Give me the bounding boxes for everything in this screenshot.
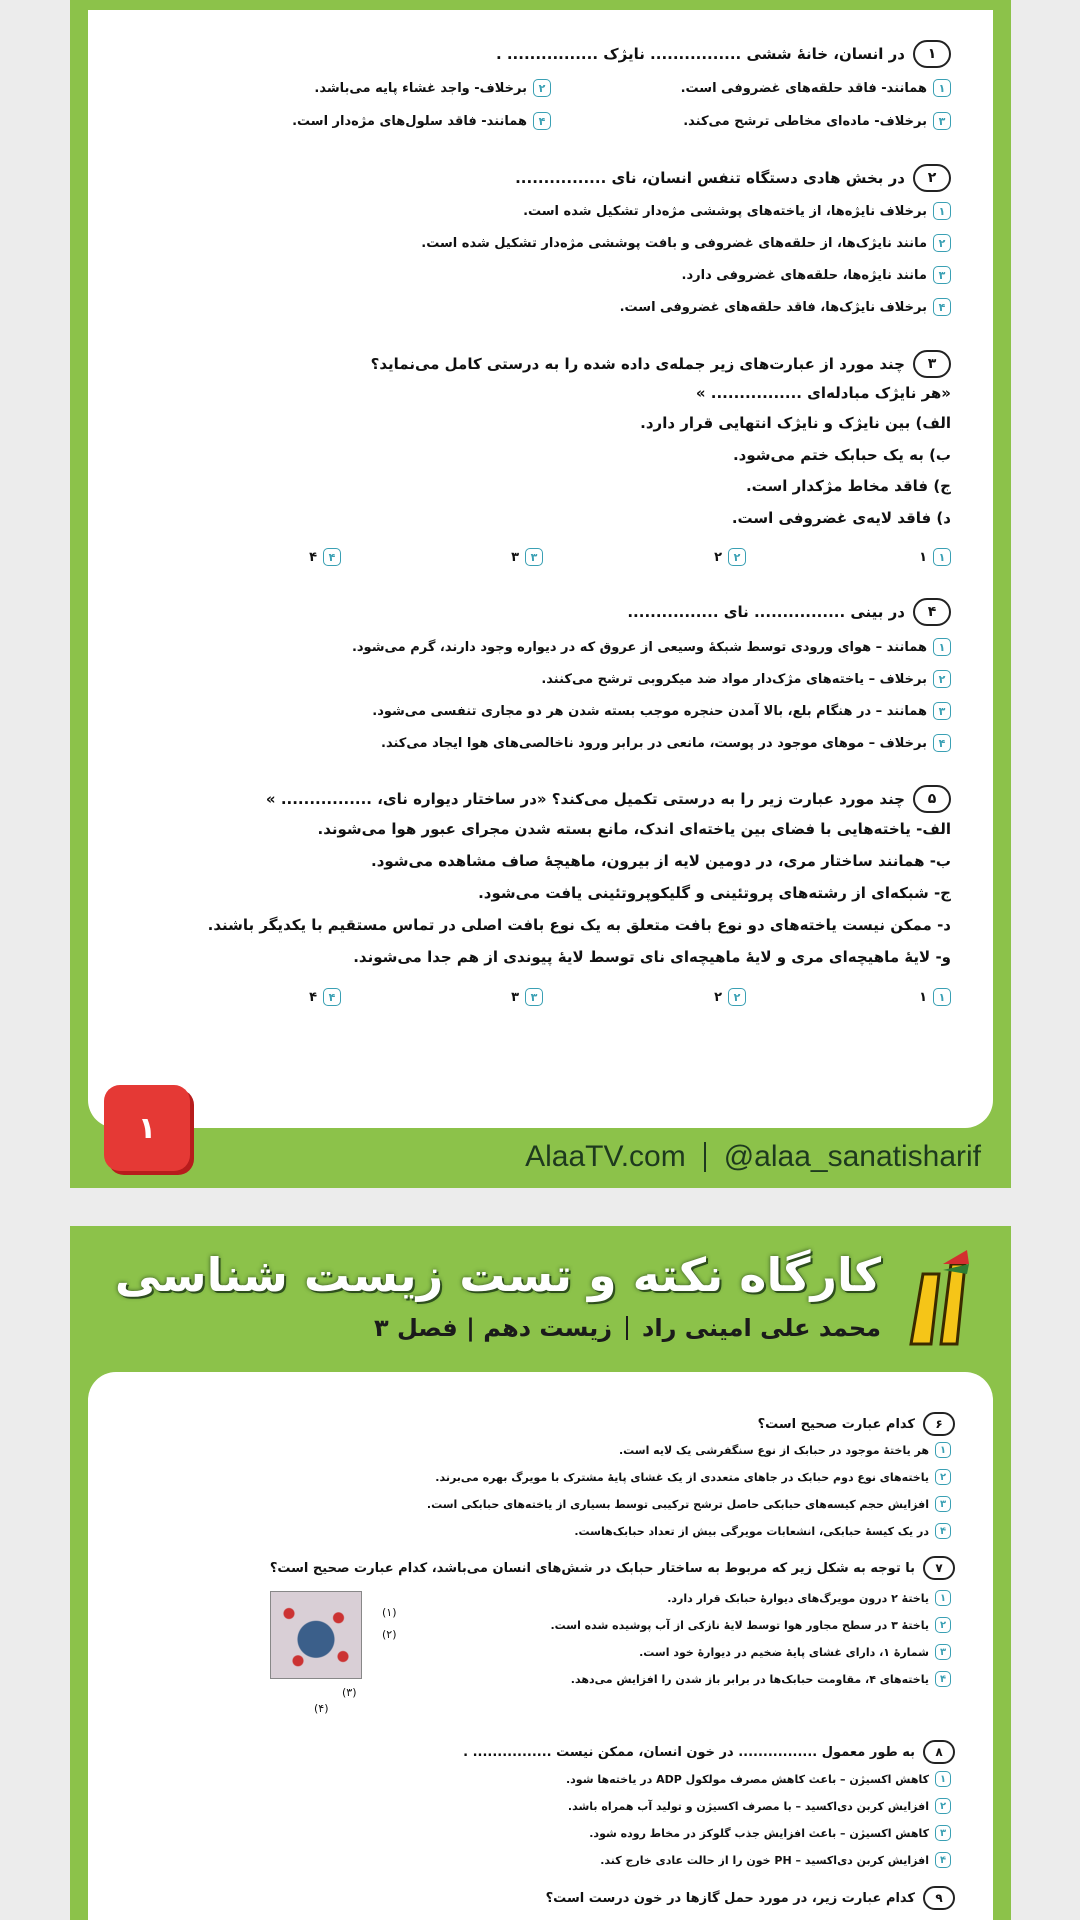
option-text: یاخته‌های نوع دوم حبابک در جاهای متعددی از یک غشای پایۀ مشترک با مویرگ بهره می‌برند. — [435, 1470, 929, 1484]
question-number: ۱ — [913, 40, 951, 68]
statement-item: د- ممکن نیست یاخته‌های دو نوع بافت متعلق به یک نوع بافت اصلی در تماس مستقیم با یکدیگر باشند. — [207, 916, 951, 934]
option-4[interactable] — [292, 112, 551, 130]
option-number: ۱ — [933, 548, 951, 566]
figure-label: (۳) — [342, 1686, 357, 1699]
option-text: برخلاف – موهای موجود در پوست، مانعی در برابر ورود ناخالصی‌های هوا ایجاد می‌کند. — [381, 735, 927, 751]
question-8 — [463, 1740, 955, 1764]
option-number: ۲ — [935, 1469, 951, 1485]
option-number: ۳ — [933, 112, 951, 130]
option-1[interactable] — [919, 548, 951, 566]
statement-item: الف) بین نایژک و نایژک انتهایی قرار دارد. — [640, 414, 951, 432]
question-3 — [371, 350, 951, 378]
option-text: ۳ — [511, 989, 519, 1005]
question-number: ۶ — [923, 1412, 955, 1436]
question-number: ۸ — [923, 1740, 955, 1764]
option-number: ۱ — [933, 638, 951, 656]
option-text: ۲ — [714, 989, 722, 1005]
option-number: ۳ — [935, 1644, 951, 1660]
author-name: محمد علی امینی راد — [642, 1314, 881, 1342]
option-number: ۴ — [935, 1852, 951, 1868]
option-text: همانند – در هنگام بلع، بالا آمدن حنجره موجب بسته شدن هر دو مجاری تنفسی می‌شود. — [372, 703, 927, 719]
option-text: هر یاختۀ موجود در حبابک از نوع سنگفرشی یک لایه است. — [618, 1443, 929, 1457]
option-number: ۴ — [323, 548, 341, 566]
option-3[interactable] — [639, 1644, 951, 1660]
page-number-badge: ۱ — [104, 1085, 190, 1171]
option-text: شمارۀ ۱، دارای غشای پایۀ ضخیم در دیوارۀ خود است. — [639, 1645, 929, 1659]
worksheet-page-1 — [70, 0, 1011, 1188]
option-2[interactable] — [568, 1798, 951, 1814]
option-text: ۲ — [714, 549, 722, 565]
option-3[interactable] — [511, 548, 543, 566]
option-4[interactable] — [309, 988, 341, 1006]
question-text: در انسان، خانۀ ششی ................ نایژک ................ . — [495, 45, 905, 63]
option-2[interactable] — [435, 1469, 951, 1485]
question-number: ۴ — [913, 598, 951, 626]
statement-item: الف- یاخته‌هایی با فضای بین یاخته‌ای اندک، مانع بسته شدن مجرای عبور هوا می‌شوند. — [317, 820, 951, 838]
question-9 — [546, 1886, 955, 1910]
option-number: ۲ — [933, 234, 951, 252]
option-3[interactable] — [589, 1825, 951, 1841]
question-text: کدام عبارت صحیح است؟ — [757, 1416, 915, 1432]
option-text: یاختۀ ۳ در سطح مجاور هوا توسط لایۀ نازکی از آب پوشیده شده است. — [550, 1618, 929, 1632]
option-text: همانند- فاقد حلقه‌های غضروفی است. — [680, 80, 927, 96]
question-number: ۳ — [913, 350, 951, 378]
option-number: ۲ — [728, 548, 746, 566]
option-number: ۱ — [933, 79, 951, 97]
question-text: چند مورد عبارت زیر را به درستی تکمیل می‌کند؟ «در ساختار دیواره نای، ................ » — [265, 790, 905, 808]
option-text: مانند نایژه‌ها، حلقه‌های غضروفی دارد. — [681, 267, 927, 283]
statement-item: ب) به یک حبابک ختم می‌شود. — [732, 446, 951, 464]
option-3[interactable] — [372, 702, 951, 720]
option-text: همانند – هوای ورودی توسط شبکۀ وسیعی از عروق که در دیواره وجود دارند، گرم می‌شود. — [351, 639, 927, 655]
option-text: برخلاف- ماده‌ای مخاطی ترشح می‌کند. — [683, 113, 927, 129]
question-text: به طور معمول ................ در خون انسان، ممکن نیست ................ . — [463, 1744, 915, 1760]
option-text: ۴ — [309, 549, 317, 565]
option-1[interactable] — [619, 1442, 951, 1458]
option-text: ۳ — [511, 549, 519, 565]
option-4[interactable] — [620, 298, 951, 316]
option-2[interactable] — [541, 670, 951, 688]
option-1[interactable] — [352, 638, 951, 656]
option-1[interactable] — [566, 1771, 951, 1787]
figure-label: (۴) — [314, 1702, 329, 1715]
question-text: در بینی ................ نای ................ — [627, 603, 905, 621]
question-quote: «هر نایژک مبادله‌ای ................ » — [695, 384, 951, 402]
option-1[interactable] — [919, 988, 951, 1006]
question-5 — [266, 785, 951, 813]
question-1 — [496, 40, 951, 68]
option-1[interactable] — [681, 79, 951, 97]
course-chapter: زیست دهم | فصل ۳ — [373, 1314, 613, 1342]
statement-item: ج) فاقد مخاط مژکدار است. — [745, 477, 951, 495]
page-title: کارگاه نکته و تست زیست شناسی — [114, 1248, 881, 1302]
option-text: یاختۀ ۲ درون مویرگ‌های دیوارۀ حبابک قرار دارد. — [667, 1591, 929, 1605]
option-number: ۳ — [933, 266, 951, 284]
option-text: همانند- فاقد سلول‌های مژه‌دار است. — [292, 113, 527, 129]
option-4[interactable] — [574, 1523, 951, 1539]
option-2[interactable] — [550, 1617, 951, 1633]
option-3[interactable] — [511, 988, 543, 1006]
option-number: ۲ — [933, 670, 951, 688]
option-text: افزایش کربن دی‌اکسید – با مصرف اکسیژن و تولید آب همراه باشد. — [567, 1799, 929, 1813]
option-4[interactable] — [600, 1852, 951, 1868]
worksheet-page-2 — [70, 1226, 1011, 1920]
option-text: یاخته‌های ۴، مقاومت حبابک‌ها در برابر باز شدن را افزایش می‌دهد. — [570, 1672, 929, 1686]
statement-item: ب- همانند ساختار مری، در دومین لایه از بیرون، ماهیچۀ صاف مشاهده می‌شود. — [371, 852, 951, 870]
option-number: ۳ — [935, 1825, 951, 1841]
statement-item: و- لایۀ ماهیچه‌ای مری و لایۀ ماهیچه‌ای نای توسط لایۀ پیوندی از هم جدا می‌شوند. — [353, 948, 951, 966]
option-number: ۴ — [933, 298, 951, 316]
question-6 — [758, 1412, 955, 1436]
option-text: ۱ — [919, 549, 927, 565]
option-number: ۱ — [935, 1590, 951, 1606]
page-subtitle — [374, 1314, 881, 1342]
question-number: ۹ — [923, 1886, 955, 1910]
option-4[interactable] — [381, 734, 951, 752]
option-number: ۳ — [525, 988, 543, 1006]
option-4[interactable] — [309, 548, 341, 566]
option-text: برخلاف نایژه‌ها، از یاخته‌های پوششی مژه‌دار تشکیل شده است. — [523, 203, 927, 219]
option-text: مانند نایژک‌ها، از حلقه‌های غضروفی و بافت پوششی مژه‌دار تشکیل شده است. — [421, 235, 927, 251]
question-number: ۷ — [923, 1556, 955, 1580]
option-text: برخلاف – یاخته‌های مژک‌دار مواد ضد میکروبی ترشح می‌کنند. — [541, 671, 927, 687]
option-2[interactable] — [314, 79, 551, 97]
option-number: ۲ — [728, 988, 746, 1006]
footer-divider — [704, 1142, 706, 1172]
footer-handle[interactable]: @alaa_sanatisharif — [723, 1140, 981, 1173]
option-2[interactable] — [714, 548, 746, 566]
option-2[interactable] — [421, 234, 951, 252]
option-text: برخلاف- واجد غشاء پایه می‌باشد. — [314, 80, 527, 96]
question-text: کدام عبارت زیر، در مورد حمل گازها در خون درست است؟ — [545, 1890, 915, 1906]
option-2[interactable] — [714, 988, 746, 1006]
option-1[interactable] — [667, 1590, 951, 1606]
question-number: ۲ — [913, 164, 951, 192]
option-number: ۲ — [533, 79, 551, 97]
option-number: ۳ — [933, 702, 951, 720]
question-number: ۵ — [913, 785, 951, 813]
option-text: ۴ — [309, 989, 317, 1005]
question-4 — [627, 598, 951, 626]
option-number: ۴ — [533, 112, 551, 130]
option-3[interactable] — [683, 112, 951, 130]
option-number: ۴ — [935, 1523, 951, 1539]
option-text: افزایش حجم کیسه‌های حبابکی حاصل ترشح ترکیبی توسط بسیاری از یاخته‌های حبابکی است. — [426, 1497, 929, 1511]
option-number: ۳ — [525, 548, 543, 566]
option-text: کاهش اکسیژن – باعث افزایش جذب گلوکز در مخاط روده شود. — [589, 1826, 929, 1840]
question-7 — [270, 1556, 955, 1580]
option-text: افزایش کربن دی‌اکسید – PH خون را از حالت عادی خارج کند. — [600, 1853, 929, 1867]
option-3[interactable] — [682, 266, 951, 284]
question-2 — [515, 164, 951, 192]
option-number: ۱ — [935, 1771, 951, 1787]
option-number: ۲ — [935, 1617, 951, 1633]
option-1[interactable] — [523, 202, 951, 220]
option-text: کاهش اکسیژن – باعث کاهش مصرف مولکول ADP در یاخته‌ها شود. — [565, 1772, 929, 1786]
option-number: ۱ — [933, 202, 951, 220]
alveolus-figure — [270, 1591, 362, 1679]
option-number: ۱ — [933, 988, 951, 1006]
option-3[interactable] — [427, 1496, 951, 1512]
option-text: برخلاف نایژک‌ها، فاقد حلقه‌های غضروفی است. — [619, 299, 927, 315]
option-number: ۲ — [935, 1798, 951, 1814]
option-4[interactable] — [571, 1671, 951, 1687]
alaa-logo-icon — [903, 1244, 973, 1354]
option-number: ۴ — [933, 734, 951, 752]
question-text: چند مورد از عبارت‌های زیر جمله‌ی داده شده را به درستی کامل می‌نماید؟ — [370, 355, 905, 373]
option-number: ۴ — [323, 988, 341, 1006]
footer — [525, 1140, 981, 1174]
option-number: ۱ — [935, 1442, 951, 1458]
statement-item: د) فاقد لایه‌ی غضروفی است. — [731, 509, 951, 527]
statement-item: ج- شبکه‌ای از رشته‌های پروتئینی و گلیکوپروتئینی یافت می‌شود. — [478, 884, 951, 902]
question-text: با توجه به شکل زیر که مربوط به ساختار حبابک در شش‌های انسان می‌باشد، کدام عبارت صحیح است؟ — [269, 1560, 915, 1576]
footer-site-link[interactable]: AlaaTV.com — [525, 1140, 686, 1173]
figure-label: (۲) — [382, 1628, 397, 1641]
option-number: ۴ — [935, 1671, 951, 1687]
option-number: ۳ — [935, 1496, 951, 1512]
subtitle-divider — [626, 1316, 628, 1340]
option-text: ۱ — [919, 989, 927, 1005]
figure-label: (۱) — [382, 1606, 397, 1619]
question-text: در بخش هادی دستگاه تنفس انسان، نای ................ — [515, 169, 905, 187]
option-text: در یک کیسۀ حبابکی، انشعابات مویرگی بیش از تعداد حبابک‌هاست. — [574, 1524, 929, 1538]
